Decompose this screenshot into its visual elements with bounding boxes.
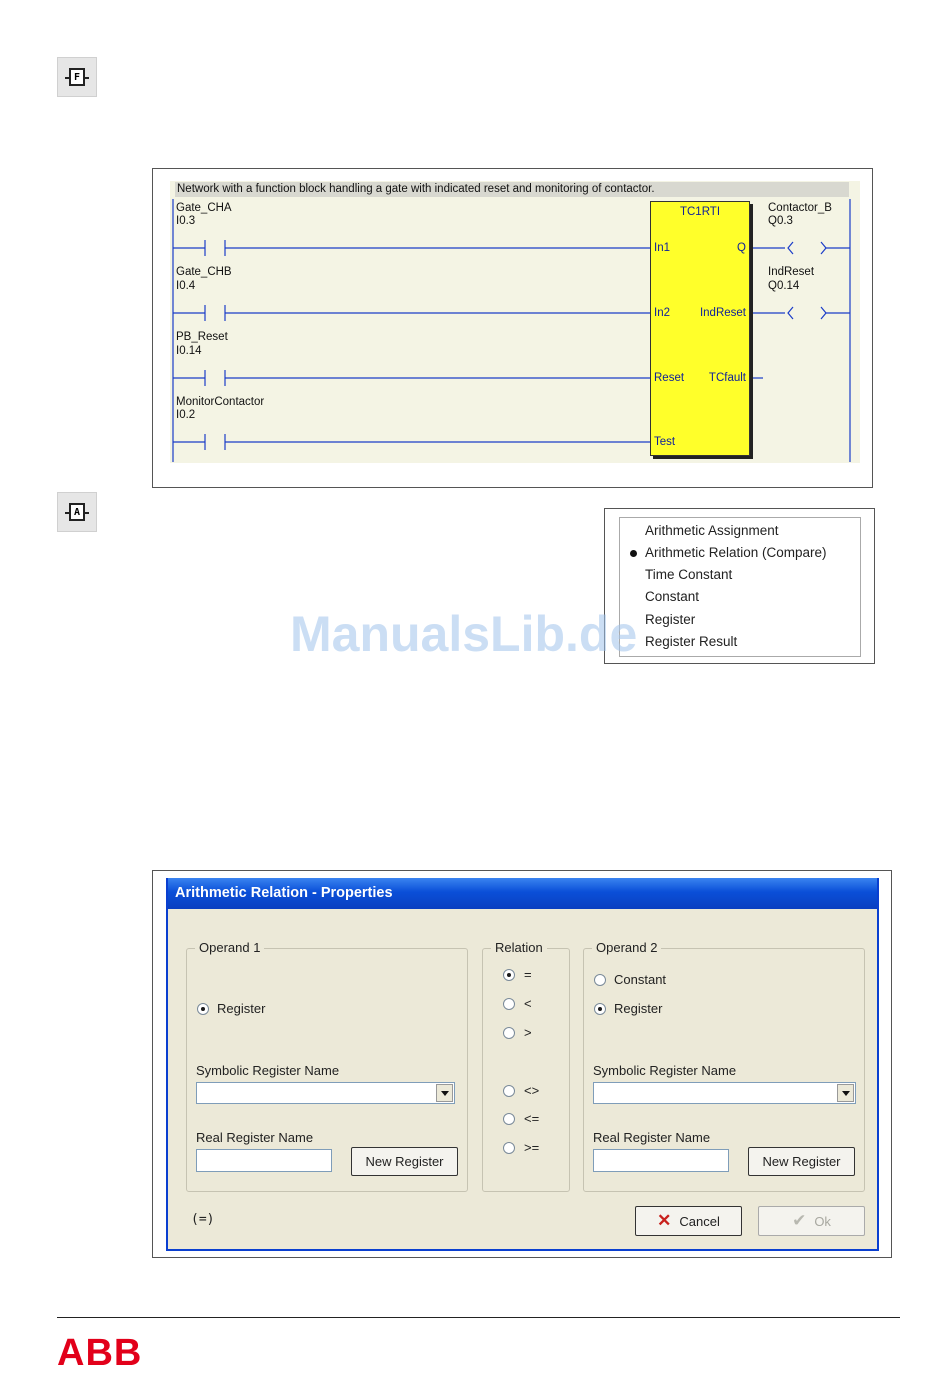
operand2-register-label: Register [614,1001,663,1016]
cancel-button[interactable] [635,1206,742,1236]
relation-radio-le[interactable] [503,1113,515,1125]
abb-logo: ABB [57,1332,143,1374]
operand1-new-register-button[interactable]: New Register [351,1147,458,1176]
fb-output-pin: TCfault [708,372,746,384]
operand2-real-input[interactable] [593,1149,729,1172]
input-name: Gate_CHB [176,266,232,278]
input-address: I0.3 [176,215,196,227]
menu-item[interactable]: Time Constant [645,567,733,582]
expression-preview: (=) [191,1212,215,1227]
close-icon: ✕ [657,1211,672,1230]
output-name: Contactor_B [768,202,832,214]
operand1-group [186,940,468,1192]
menu-item[interactable]: Register [645,612,696,627]
relation-radio-ge[interactable] [503,1142,515,1154]
relation-group: Relation = < > <> <= >= [482,948,570,1192]
fb-output-pin: IndReset [699,307,746,319]
operand2-label: Operand 2 [592,940,661,955]
menu-item-selected[interactable]: Arithmetic Relation (Compare) [645,545,827,560]
context-menu [619,517,861,657]
operand2-real-label: Real Register Name [593,1130,711,1145]
network-title: Network with a function block handling a gate with indicated reset and monitoring of contactor. [175,182,849,197]
operand1-label: Operand 1 [195,940,264,955]
operand2-symbolic-label: Symbolic Register Name [593,1063,737,1078]
dialog-title: Arithmetic Relation - Properties [168,878,877,909]
operand2-symbolic-select[interactable] [593,1082,856,1104]
ok-button[interactable] [758,1206,865,1236]
input-address: I0.14 [176,345,202,357]
arithmetic-icon [57,492,97,532]
output-name: IndReset [768,266,815,278]
function-block-icon [57,57,97,97]
menu-item[interactable]: Register Result [645,634,738,649]
arithmetic-glyph: A [69,503,85,521]
relation-radio-eq[interactable] [503,969,515,981]
input-address: I0.2 [176,409,196,421]
relation-radio-ne[interactable] [503,1085,515,1097]
chevron-down-icon[interactable] [837,1084,854,1102]
operand1-real-label: Real Register Name [196,1130,314,1145]
watermark: ManualsLib.de [290,606,638,662]
cancel-label: Cancel [679,1213,720,1229]
dialog-frame [152,870,892,1258]
menu-item[interactable]: Arithmetic Assignment [645,523,779,538]
checkmark-icon: ✔ [792,1211,807,1230]
operand2-group [583,940,865,1192]
menu-item[interactable]: Constant [645,589,700,604]
ok-label: Ok [814,1213,831,1229]
chevron-down-icon[interactable] [436,1084,453,1102]
output-address: Q0.3 [768,215,793,227]
operand1-register-radio[interactable] [197,1003,209,1015]
relation-radio-lt[interactable] [503,998,515,1010]
ladder-diagram [152,168,873,488]
relation-label: Relation [491,940,547,955]
operand1-symbolic-select[interactable] [196,1082,455,1104]
properties-dialog [166,878,879,1251]
coil-contactor-b [788,242,793,254]
operand1-symbolic-label: Symbolic Register Name [196,1063,340,1078]
footer-divider [57,1317,900,1318]
fb-output-pin: Q [737,242,746,254]
fb-input-pin: Test [654,436,676,448]
operand1-real-input[interactable] [196,1149,332,1172]
input-name: Gate_CHA [176,202,232,214]
fb-input-pin: In1 [654,242,670,254]
function-block-glyph: F [69,68,85,86]
operand2-constant-radio[interactable] [594,974,606,986]
function-block[interactable] [650,201,750,456]
input-name: PB_Reset [176,331,228,343]
operand2-constant-label: Constant [614,972,667,987]
fb-input-pin: In2 [654,307,670,319]
input-address: I0.4 [176,280,196,292]
function-block-name: TC1RTI [679,206,721,218]
ladder-wiring [153,169,872,487]
relation-radio-gt[interactable] [503,1027,515,1039]
coil-indreset [788,307,793,319]
input-name: MonitorContactor [176,396,265,408]
fb-input-pin: Reset [654,372,685,384]
selected-bullet-icon [630,550,637,557]
operand1-register-label: Register [217,1001,266,1016]
operand2-new-register-button[interactable]: New Register [748,1147,855,1176]
operand2-register-radio[interactable] [594,1003,606,1015]
output-address: Q0.14 [768,280,800,292]
context-menu-frame [604,508,875,664]
